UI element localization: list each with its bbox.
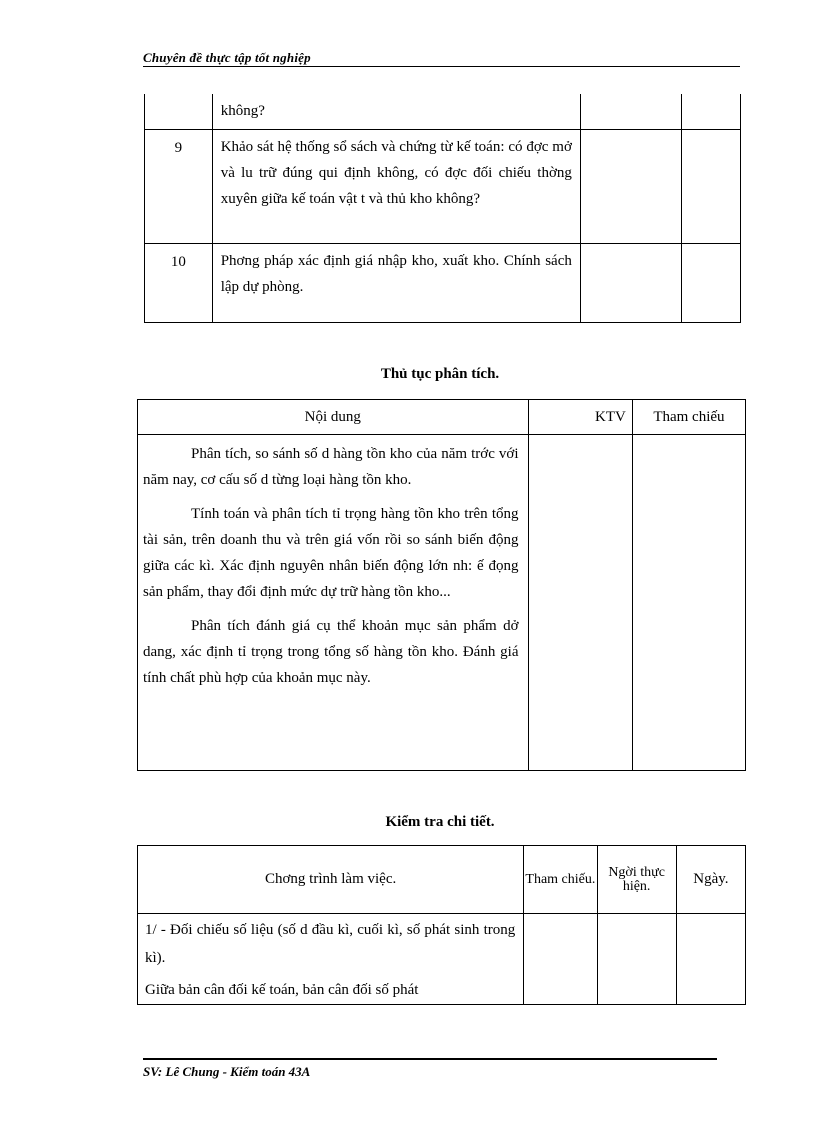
row-empty-cell [580, 94, 681, 129]
row-content-cell [212, 243, 580, 322]
header-ktv: KTV [528, 400, 632, 435]
row-number-cell [145, 129, 213, 243]
row-empty-cell [682, 129, 741, 243]
header-rule [143, 66, 740, 67]
table-row [138, 914, 746, 1005]
header-performer: Ngời thực hiện. [597, 846, 676, 914]
row-empty-cell [682, 94, 741, 129]
program-line: 1/ - Đối chiếu số liệu (số d đầu kì, cuối kì, số phát sinh trong kì). [145, 922, 516, 966]
row-number-cell [145, 94, 213, 129]
table-header-row [138, 400, 746, 435]
paragraph: Phân tích đánh giá cụ thể khoản mục sản phẩm dở dang, xác định tỉ trọng trong tổng số hàng tồn kho. Đánh giá tính chất phù hợp của khoản mục này. [143, 618, 519, 686]
table-header-row [138, 846, 746, 914]
program-line: Giữa bản cân đối kế toán, bản cân đối số phát [145, 982, 419, 998]
row-empty-cell [580, 243, 681, 322]
paragraph: Tính toán và phân tích tỉ trọng hàng tồn kho trên tổng tài sản, trên doanh thu và trên giá vốn rồi so sánh biến động giữa các kì. Xác định nguyên nhân biến động lớn nh: ế đọng sản phẩm, thay đổi định mức dự trữ hàng tồn kho... [143, 506, 519, 600]
row-content-text: Khảo sát hệ thống sổ sách và chứng từ kế toán: có đợc mở và lu trữ đúng qui định không, có đợc đối chiếu thờng xuyên giữa kế toán vật t và thủ kho không? [220, 138, 572, 207]
row-content-cell [212, 129, 580, 243]
analytical-procedures-title: Thủ tục phân tích. [380, 366, 500, 382]
content-cell [138, 435, 529, 771]
page-footer-text: SV: Lê Chung - Kiểm toán 43A [143, 1064, 311, 1079]
table-row [145, 129, 741, 243]
date-cell [676, 914, 745, 1005]
audit-procedures-table [144, 94, 741, 323]
table-row [138, 435, 746, 771]
row-content-text: không? [220, 103, 265, 119]
row-number-cell [145, 243, 213, 322]
footer-rule [143, 1058, 717, 1060]
row-empty-cell [580, 129, 681, 243]
analytical-procedures-table [137, 399, 746, 771]
ktv-cell [528, 435, 632, 771]
performer-cell [597, 914, 676, 1005]
program-cell [138, 914, 524, 1005]
reference-cell [524, 914, 597, 1005]
table-row [145, 243, 741, 322]
header-date: Ngày. [676, 846, 745, 914]
row-content-cell [212, 94, 580, 129]
row-content-text: Phơng pháp xác định giá nhập kho, xuất kho. Chính sách lập dự phòng. [220, 252, 572, 295]
row-number: 10 [170, 253, 186, 270]
paragraph: Phân tích, so sánh số d hàng tồn kho của năm trớc với năm nay, cơ cấu số d từng loại hàng tồn kho. [143, 446, 519, 488]
detail-tests-title: Kiểm tra chi tiết. [385, 814, 495, 830]
row-number: 9 [174, 139, 183, 156]
header-reference: Tham chiếu. [524, 846, 597, 914]
reference-cell [632, 435, 745, 771]
page-header-title: Chuyên đề thực tập tốt nghiệp [143, 50, 311, 65]
row-empty-cell [682, 243, 741, 322]
header-program: Chơng trình làm việc. [138, 846, 524, 914]
table-row [145, 94, 741, 129]
detail-tests-table [137, 845, 746, 1005]
header-content: Nội dung [138, 400, 529, 435]
header-reference: Tham chiếu [632, 400, 745, 435]
